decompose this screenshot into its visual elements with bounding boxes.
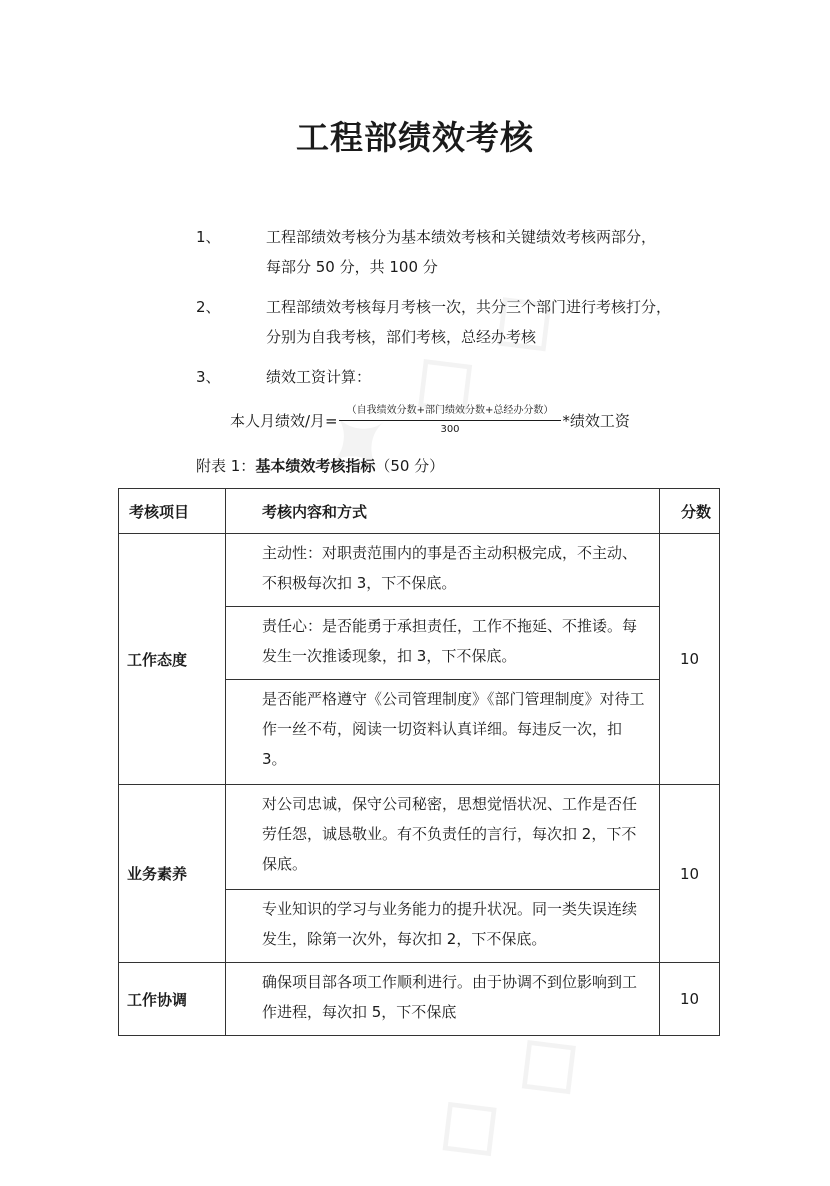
header-score: 分数: [660, 489, 720, 534]
formula-rhs: *绩效工资: [562, 412, 630, 430]
formula-denominator: 300: [440, 424, 460, 435]
category-cell: 工作协调: [119, 963, 226, 1036]
list-text: 工程部绩效考核每月考核一次，共分三个部门进行考核打分，: [266, 298, 672, 316]
caption-suffix: （50 分）: [375, 457, 445, 475]
formula-numerator: （自我绩效分数+部门绩效分数+总经办分数）: [339, 404, 562, 421]
content-cell: 专业知识的学习与业务能力的提升状况。同一类失误连续发生，除第一次外，每次扣 2，下不保底。: [226, 890, 660, 963]
content-cell: 对公司忠诚，保守公司秘密，思想觉悟状况、工作是否任劳任怨，诚恳敬业。有不负责任的言行，每次扣 2，下不保底。: [226, 785, 660, 890]
table-row: [119, 534, 720, 607]
category-cell: 业务素养: [119, 785, 226, 963]
score-cell: 10: [660, 785, 720, 963]
caption-title: 基本绩效考核指标: [255, 457, 376, 475]
assessment-table: [118, 488, 720, 1036]
table-caption: [196, 455, 444, 476]
content-cell: 是否能严格遵守《公司管理制度》《部门管理制度》对待工作一丝不苟，阅读一切资料认真详细。每违反一次，扣 3。: [226, 680, 660, 785]
list-text: 分别为自我考核，部们考核，总经办考核: [266, 328, 537, 346]
list-text: 每部分 50 分，共 100 分: [266, 258, 438, 276]
list-text: 工程部绩效考核分为基本绩效考核和关键绩效考核两部分，: [266, 228, 657, 246]
list-number: 1、: [196, 228, 221, 246]
content-cell: 主动性：对职责范围内的事是否主动积极完成，不主动、不积极每次扣 3，下不保底。: [226, 534, 660, 607]
table-row: [119, 963, 720, 1036]
formula-fraction: [339, 404, 562, 437]
caption-prefix: 附表 1：: [196, 457, 256, 475]
salary-formula: [230, 404, 630, 437]
list-number: 2、: [196, 298, 221, 316]
header-item: 考核项目: [119, 489, 226, 534]
table-header-row: [119, 489, 720, 534]
formula-lhs: 本人月绩效/月=: [230, 412, 338, 430]
category-cell: 工作态度: [119, 534, 226, 785]
score-cell: 10: [660, 963, 720, 1036]
header-content: 考核内容和方式: [226, 489, 660, 534]
table-row: [119, 785, 720, 890]
content-cell: 确保项目部各项工作顺利进行。由于协调不到位影响到工作进程，每次扣 5，下不保底: [226, 963, 660, 1036]
list-text: 绩效工资计算：: [266, 368, 372, 386]
score-cell: 10: [660, 534, 720, 785]
page-title: 工程部绩效考核: [296, 118, 534, 157]
content-cell: 责任心：是否能勇于承担责任，工作不拖延、不推诿。每发生一次推诿现象，扣 3，下不保底。: [226, 607, 660, 680]
list-number: 3、: [196, 368, 221, 386]
